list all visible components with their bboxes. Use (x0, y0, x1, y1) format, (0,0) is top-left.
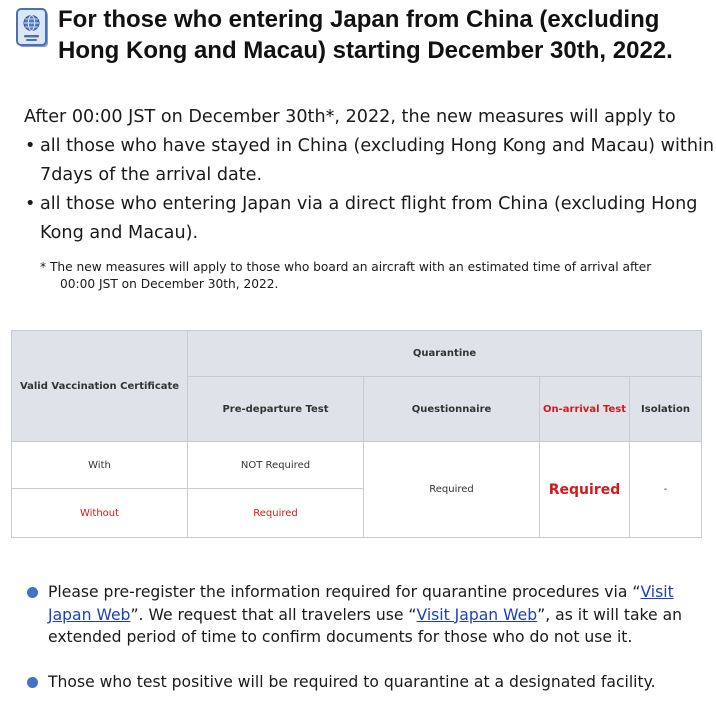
header-isolation: Isolation (630, 377, 702, 442)
page-header (16, 4, 706, 66)
header-pre-departure: Pre-departure Test (188, 377, 364, 442)
passport-icon (16, 8, 50, 48)
title-line-1: For those who entering Japan from China (excluding (58, 6, 660, 33)
header-on-arrival: On-arrival Test (540, 377, 630, 442)
measures-table (11, 330, 702, 538)
header-vaccination: Valid Vaccination Certificate (12, 331, 188, 442)
bullet-marker: • (25, 136, 36, 156)
page-title (58, 4, 673, 66)
note-text: ”, as it will take an extended period of time to confirm documents for those who do not use it. (48, 605, 683, 646)
list-item (24, 132, 715, 190)
bullet-dot-icon (27, 587, 38, 598)
cell-questionnaire: Required (364, 442, 540, 538)
footnote (40, 259, 690, 292)
note-text: ”. We request that all travelers use “ (130, 605, 417, 624)
note-text: Please pre-register the information required for quarantine procedures via “ (48, 583, 641, 601)
cell-pre-departure: NOT Required (188, 442, 364, 489)
cell-pre-departure: Required (188, 489, 364, 538)
list-item (27, 671, 699, 694)
note-text: Those who test positive will be required to quarantine at a designated facility. (48, 672, 656, 691)
list-item-line: 7days of the arrival date. (40, 165, 263, 185)
bullet-marker: • (25, 194, 36, 214)
criteria-list (24, 132, 715, 248)
list-item (27, 581, 699, 649)
list-item-line: all those who entering Japan via a direct flight from China (excluding Hong (40, 194, 698, 214)
header-quarantine: Quarantine (188, 331, 702, 377)
cell-vaccination: Without (12, 489, 188, 538)
list-item-line: Kong and Macau). (40, 223, 199, 243)
notes-section (27, 581, 699, 715)
intro-lead: After 00:00 JST on December 30th*, 2022, the new measures will apply to (24, 107, 676, 127)
cell-on-arrival: Required (540, 442, 630, 538)
visit-japan-web-link[interactable]: Visit Japan Web (48, 583, 674, 624)
bullet-dot-icon (27, 677, 38, 688)
table-row (12, 442, 702, 489)
list-item-line: all those who have stayed in China (excluding Hong Kong and Macau) within (40, 136, 715, 156)
intro-section (24, 103, 715, 248)
cell-isolation: - (630, 442, 702, 538)
header-questionnaire: Questionnaire (364, 377, 540, 442)
title-line-2: Hong Kong and Macau) starting December 30th, 2022. (58, 37, 673, 64)
visit-japan-web-link[interactable]: Visit Japan Web (416, 605, 538, 624)
list-item (24, 190, 706, 248)
cell-vaccination: With (12, 442, 188, 489)
footnote-line-1: * The new measures will apply to those who board an aircraft with an estimated time of arrival after (40, 260, 652, 274)
footnote-line-2: 00:00 JST on December 30th, 2022. (60, 276, 279, 291)
